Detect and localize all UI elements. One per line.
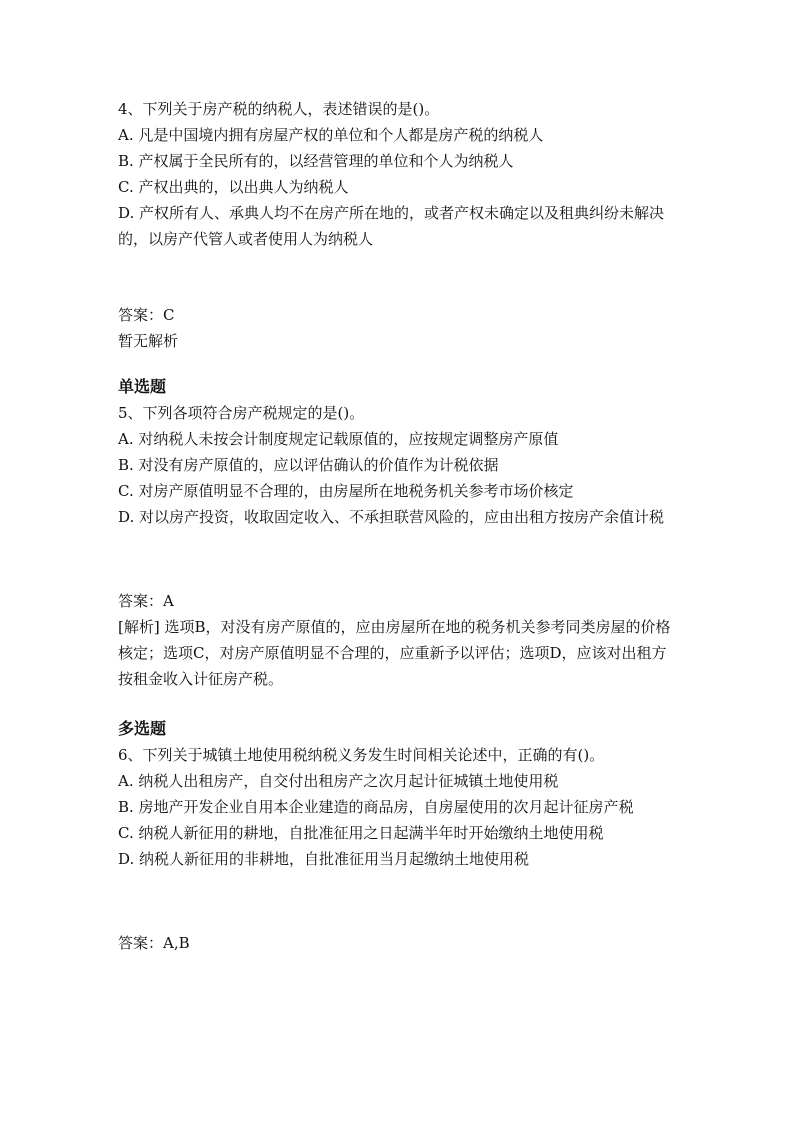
q5-option-d: D. 对以房产投资，收取固定收入、不承担联营风险的，应由出租方按房产余值计税 — [118, 508, 665, 526]
q6-answer: 答案：A,B — [118, 934, 190, 952]
spacer — [118, 692, 678, 716]
q5-type-heading: 单选题 — [118, 377, 167, 396]
spacer — [118, 872, 678, 930]
q4-option-b: B. 产权属于全民所有的，以经营管理的单位和个人为纳税人 — [118, 152, 514, 170]
q5-option-b: B. 对没有房产原值的，应以评估确认的价值作为计税依据 — [118, 456, 499, 474]
q6-option-a: A. 纳税人出租房产，自交付出租房产之次月起计征城镇土地使用税 — [118, 772, 559, 790]
q5-analysis: [解析] 选项B，对没有房产原值的，应由房屋所在地的税务机关参考同类房屋的价格核定；选项C，对房产原值明显不合理的，应重新予以评估；选项D，应该对出租方按租金收入计征房产税。 — [118, 618, 671, 688]
spacer — [118, 530, 678, 588]
q5-option-a: A. 对纳税人未按会计制度规定记载原值的，应按规定调整房产原值 — [118, 430, 559, 448]
q6-option-c: C. 纳税人新征用的耕地，自批准征用之日起满半年时开始缴纳土地使用税 — [118, 824, 604, 842]
q6-option-b: B. 房地产开发企业自用本企业建造的商品房，自房屋使用的次月起计征房产税 — [118, 798, 634, 816]
q4-answer: 答案：C — [118, 306, 175, 324]
q5-answer: 答案：A — [118, 592, 174, 610]
q4-question: 4、下列关于房产税的纳税人，表述错误的是()。 — [118, 100, 440, 118]
q6-question: 6、下列关于城镇土地使用税纳税义务发生时间相关论述中，正确的有()。 — [118, 746, 605, 764]
q5-question: 5、下列各项符合房产税规定的是()。 — [118, 404, 365, 422]
q5-option-c: C. 对房产原值明显不合理的，由房屋所在地税务机关参考市场价核定 — [118, 482, 574, 500]
q4-option-c: C. 产权出典的，以出典人为纳税人 — [118, 178, 349, 196]
q4-option-d: D. 产权所有人、承典人均不在房产所在地的，或者产权未确定以及租典纠纷未解决的，以房产代管人或者使用人为纳税人 — [118, 204, 665, 248]
q4-analysis: 暂无解析 — [118, 332, 179, 350]
q6-type-heading: 多选题 — [118, 719, 167, 738]
q4-option-a: A. 凡是中国境内拥有房屋产权的单位和个人都是房产税的纳税人 — [118, 126, 544, 144]
document-page — [118, 96, 678, 956]
q6-option-d: D. 纳税人新征用的非耕地，自批准征用当月起缴纳土地使用税 — [118, 850, 530, 868]
spacer — [118, 252, 678, 302]
spacer — [118, 354, 678, 374]
